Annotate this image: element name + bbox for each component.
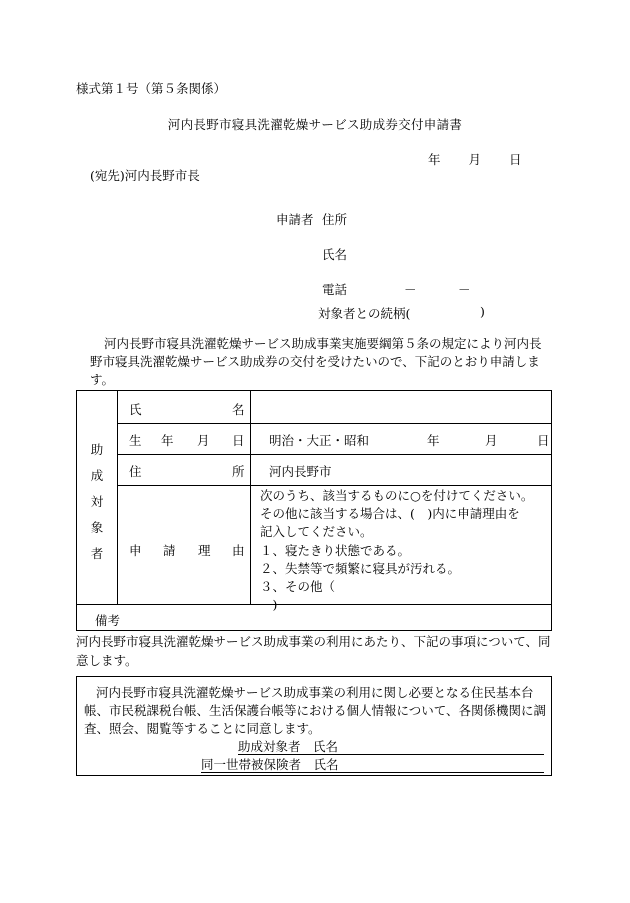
subject-table [76, 390, 552, 613]
applicant-relation-field[interactable]: 対象者との続柄( [318, 306, 411, 321]
intro-paragraph [90, 335, 550, 389]
applicant-phone-field[interactable]: 電話 [322, 282, 348, 297]
address-value[interactable]: 河内長野市 [269, 464, 332, 479]
reason-line: 次のうち、該当するものに○を付けてください。 [260, 488, 534, 503]
birth-era-options[interactable]: 明治・大正・昭和 [269, 433, 370, 448]
date-day: 日 [509, 152, 522, 167]
relation-close-paren: ) [480, 304, 485, 319]
phone-dash-2: － [458, 282, 471, 297]
reason-option-2[interactable]: ２、失禁等で頻繁に寝具が汚れる。 [260, 560, 461, 576]
reason-line: その他に該当する場合は、( )内に申請理由を [260, 506, 520, 522]
intro-text: 河内長野市寝具洗濯乾燥サービス助成事業実施要綱第５条の規定により河内長野市寝具洗濯乾燥サービス助成券の交付を受けたいので、下記のとおり申請します。 [90, 336, 542, 387]
applicant-label: 申請者 [276, 212, 314, 227]
name-label-a: 氏 [129, 402, 142, 417]
page-title: 河内長野市寝具洗濯乾燥サービス助成券交付申請書 [167, 117, 463, 132]
name-input[interactable] [257, 395, 547, 419]
applicant-name-field[interactable]: 氏名 [322, 247, 348, 262]
remarks-box[interactable] [76, 605, 552, 631]
address-label-b: 所 [232, 464, 245, 479]
reason-label-3: 理 [198, 543, 211, 558]
reason-line: ) [260, 597, 278, 613]
reason-line: 記入してください。 [260, 524, 373, 540]
side-char: 象 [90, 520, 104, 535]
reason-option-3[interactable]: ３、その他（ [260, 579, 336, 595]
side-char: 助 [90, 442, 104, 457]
addressee: (宛先)河内長野市長 [90, 168, 200, 183]
table-row-line [117, 454, 551, 455]
birth-month[interactable]: 月 [485, 433, 498, 448]
birth-year[interactable]: 年 [427, 433, 440, 448]
date-month: 月 [468, 152, 482, 167]
reason-option-1[interactable]: １、寝たきり状態である。 [260, 542, 411, 558]
form-number: 様式第１号（第５条関係） [76, 81, 227, 96]
applicant-address-field[interactable]: 住所 [322, 212, 348, 227]
birth-label-1: 生 [129, 433, 142, 448]
side-char: 者 [90, 546, 104, 561]
reason-label-4: 由 [232, 543, 245, 558]
address-label-a: 住 [129, 464, 142, 479]
side-label-subject [87, 437, 107, 567]
remarks-label: 備考 [95, 613, 121, 628]
consent-text [84, 684, 550, 738]
table-row-line [117, 485, 551, 486]
side-char: 成 [90, 468, 104, 483]
birth-label-2: 年 [161, 433, 174, 448]
consent-intro: 河内長野市寝具洗濯乾燥サービス助成事業の利用にあたり、下記の事項について、同意します。 [76, 634, 551, 668]
phone-dash-1: － [404, 282, 417, 297]
reason-label-1: 申 [129, 543, 142, 558]
signature-household-line[interactable] [201, 772, 544, 773]
reason-options[interactable] [260, 487, 552, 614]
birth-day[interactable]: 日 [537, 433, 550, 448]
signature-household-label: 同一世帯被保険者 氏名 [201, 757, 339, 772]
name-label-b: 名 [232, 402, 245, 417]
reason-label-2: 請 [163, 543, 176, 558]
side-char: 対 [90, 494, 104, 509]
date-year: 年 [428, 152, 441, 167]
birth-label-3: 月 [197, 433, 210, 448]
consent-paragraph: 河内長野市寝具洗濯乾燥サービス助成事業の利用に関し必要となる住民基本台帳、市民税課税台帳、生活保護台帳等における個人情報について、各関係機関に調査、照会、閲覧等することに同意します。 [84, 685, 547, 736]
signature-subject-label: 助成対象者 氏名 [238, 739, 339, 754]
date-line [428, 150, 522, 168]
birth-label-4: 日 [232, 433, 245, 448]
table-row-line [117, 423, 551, 424]
